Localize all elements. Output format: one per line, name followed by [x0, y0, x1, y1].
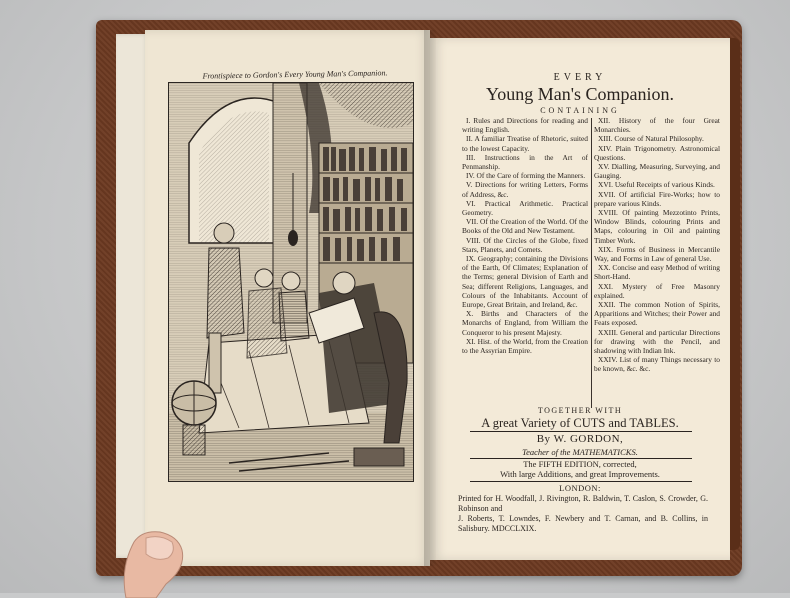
contents-item: XV. Dialling, Measuring, Surveying, and Gauging. [594, 162, 720, 181]
contents-item: IX. Geography; containing the Divisions of the Earth, Of Climates; Explanation of the Terms; general Division of Earth and Sea; different Religions, Languages, and Colours of the Inhabitants. Account of Europe, Great Britain, and Ireland, &c. [462, 254, 588, 310]
frontispiece-engraving [168, 82, 414, 482]
contents-item: XXIV. List of many Things necessary to be known, &c. &c. [594, 355, 720, 374]
contents-item: I. Rules and Directions for reading and writing English. [462, 116, 588, 135]
contents-item: XX. Concise and easy Method of writing Short-Hand. [594, 263, 720, 282]
imprint-line: J. Roberts, T. Lowndes, F. Newbery and T. Carnan, and B. Collins, in Salisbury. MDCCLXIX. [458, 514, 708, 533]
imprint-city: LONDON: [559, 483, 601, 493]
book-title: Young Man's Companion. [486, 84, 674, 104]
contents-item: VI. Practical Arithmetic. Practical Geometry. [462, 198, 588, 218]
contents-item: XVI. Useful Receipts of various Kinds. [598, 180, 715, 190]
frontispiece-caption: Frontispiece to Gordon's Every Young Man's Companion. [202, 68, 388, 81]
column-divider [591, 118, 592, 408]
contents-item: XII. History of the four Great Monarchies. [594, 116, 720, 135]
contents-item: XIX. Forms of Business in Mercantile Way, and Forms in Law of general Use. [594, 244, 720, 264]
additions-line: With large Additions, and great Improvements. [500, 469, 660, 479]
title-every: EVERY [553, 72, 607, 83]
imprint-line: Printed for H. Woodfall, J. Rivington, R. Baldwin, T. Caslon, S. Crowder, G. Robinson and [458, 494, 708, 513]
thumb-holding-page [116, 528, 194, 598]
edition-line: The FIFTH EDITION, corrected, [523, 459, 637, 469]
title-variety: A great Variety of CUTS and TABLES. [481, 416, 679, 430]
contents-column-right [594, 116, 720, 374]
flyleaf-pages [116, 34, 148, 558]
contents-item: III. Instructions in the Art of Penmanship. [462, 152, 588, 172]
contents-column-left [462, 116, 588, 355]
imprint [458, 494, 708, 534]
rule-divider [470, 481, 692, 482]
contents-item: XIII. Course of Natural Philosophy. [598, 134, 704, 144]
contents-item: XI. Hist. of the World, from the Creation to the Assyrian Empire. [462, 336, 588, 356]
contents-item: XXI. Mystery of Free Masonry explained. [594, 281, 720, 300]
rule-divider [470, 431, 692, 432]
title-containing: CONTAINING [540, 106, 620, 115]
contents-item: VII. Of the Creation of the World. Of the Books of the Old and New Testament. [462, 217, 588, 236]
contents-item: II. A familiar Treatise of Rhetoric, suited to the lowest Capacity. [462, 134, 588, 153]
contents-item: XXIII. General and particular Directions for drawing with the Pencil, and shadowing with Indian Ink. [594, 327, 720, 356]
contents-item: VIII. Of the Circles of the Globe, fixed Stars, Planets, and Comets. [462, 235, 588, 254]
contents-item: XVIII. Of painting Mezzotinto Prints, Window Blinds, colouring Prints and Maps, colouring in Oil and painting Timber Work. [594, 208, 720, 245]
contents-item: V. Directions for writing Letters, Forms of Address, &c. [462, 180, 588, 199]
book-cover-edge [730, 38, 740, 550]
author-line: By W. GORDON, [536, 433, 624, 445]
contents-item: XVII. Of artificial Fire-Works; how to prepare various Kinds. [594, 189, 720, 208]
contents-item: X. Births and Characters of the Monarchs of England, from William the Conqueror to his present Majesty. [462, 309, 588, 337]
contents-item: IV. Of the Care of forming the Manners. [466, 171, 586, 181]
contents-item: XXII. The common Notion of Spirits, Apparitions and Witches; their Power and Feats exposed. [594, 300, 720, 328]
contents-item: XIV. Plain Trigonometry. Astronomical Questions. [594, 143, 720, 162]
title-together-with: TOGETHER WITH [537, 406, 623, 415]
author-title: Teacher of the MATHEMATICKS. [522, 447, 638, 457]
